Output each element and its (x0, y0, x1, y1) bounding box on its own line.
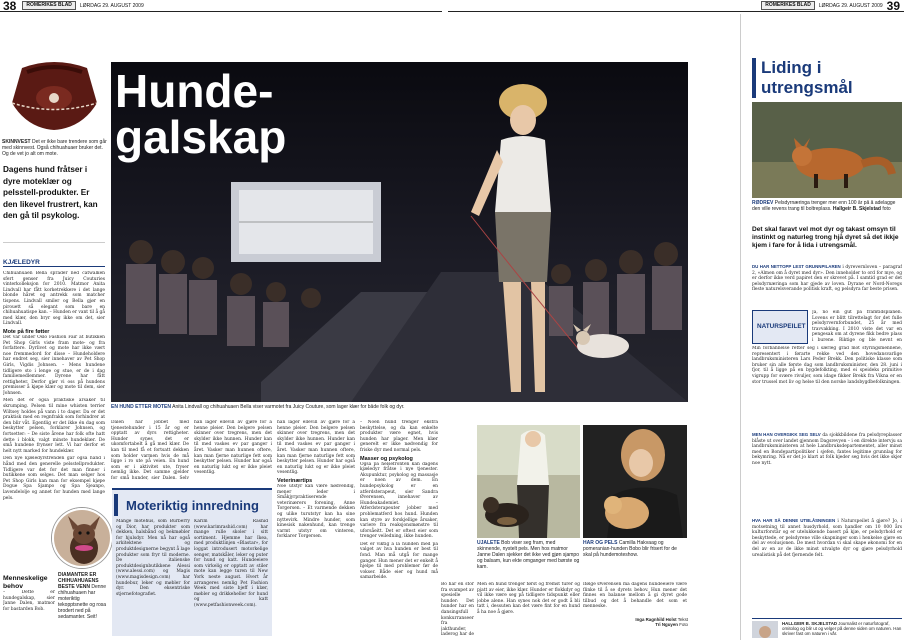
fox-credit: Hallgeir B. Skjelstad (832, 206, 881, 212)
vest-caption-label: SKINNVEST (2, 139, 31, 145)
vest-caption-text: Det er ikke bare trendere som går med skinnvest. Også chihuahuaer bruker det. Og de vet jo alt om mote. (2, 139, 107, 157)
right-page-number: 39 (886, 0, 900, 13)
chihuahua-caption (58, 572, 110, 624)
credit-1-role: Tekst (677, 617, 688, 622)
right-headline: Liding i utrengsmål (752, 58, 902, 98)
headline-line-2: galskap (115, 111, 287, 163)
right-body-1 (752, 264, 902, 308)
runway-caption-label: EN HUND ETTER MOTEN (111, 404, 171, 410)
lede-rule (3, 242, 105, 243)
fox-credit-role: foto (882, 206, 891, 212)
body-paragraph-13: Ifølge Øverensen må dagens hundeeiere være flinke til å se dyrets behov. Hun mener det finnes en balanse mellom å gi dyret gode tilbud og det å behandle det som et menneske. (583, 582, 687, 610)
col-c (277, 420, 355, 636)
left-body-column (3, 271, 105, 521)
subhead-veterinaer: Veterinærtips (277, 477, 313, 484)
right-story (752, 58, 902, 638)
chihuahua-caption-label: DIAMANTER ER CHIHUAHUAENS BESTE VENN (58, 572, 99, 590)
subhead-mote: Mote på fire føtter (3, 328, 50, 335)
page-gutter (740, 14, 741, 640)
naturspeilet-label: NATURSPEILET (757, 323, 806, 330)
author-bio: Journalist er naturfotograf, ornitolog og blir ut og velger på denne siden om naturen. Han skriver fast om naturen i vår. (782, 621, 902, 637)
col-e (477, 582, 580, 636)
ujalete-caption-text: Bob viser seg fram, med skinnende, nystelt pels. Men hos matmor Janne Dalen sjekker det ikke ved gjøn sjampo og balsam, kun ekte omganger med børste og kam. (477, 540, 580, 570)
fox-photo (752, 102, 902, 198)
fox-caption-label: RØDREV (752, 200, 774, 206)
fox-caption-text: Pelsdyrnæringa trenger mer enn 100 år på å adelagge den ville revens trang til boltreplass. (752, 200, 896, 212)
right-date: LØRDAG 29. AUGUST 2009 (818, 2, 883, 9)
ujalete-caption (477, 540, 580, 580)
subhead-massasje: Masser og psykolog (360, 455, 413, 462)
ujalete-photo (477, 425, 580, 538)
col-mid (441, 582, 474, 636)
body-paragraph-3: Men det er også praktiske årsaker til skrumping. Pelsen til mine whisten terrier Wiltsey holdes på vann i to dager. Da er det praktisk med en regnfrakk som forhindrer at den blir våt. Egentlig er det ikke én dag som beskytter pelsen, forklarer Johnsen, og fortsetter: – De siste årene har folk ofte hatt dette i blokk, valgt minste hundeklær. De små hundene frynser lett. Vi har derfor et helt nytt marked for hundeklær. (3, 398, 105, 454)
right-page-header (448, 0, 904, 12)
right-kicker-3: HVA HAR SÅ DENNE UTBLÅSNINGEN (752, 518, 836, 523)
body-paragraph-10: Det er viktig å la hunden med på valget av hva hunden er best til fond. Man må utgå for mange ganger. Hun mener det er enkelt å hjelpe til med problemer før de vokser. Både eier og hund må samarbeide. (360, 541, 438, 581)
menneskelige-behov-body: – Dette er hundegalskap, sier Janne Dalen, matmor for bastarden Bob. (3, 590, 55, 612)
right-body-3: Min forbannelse retter seg i særleg grad mot styringsmennene, representert i førarte rekke ved den hovedansvarlige landbruksministeren Lars Peder Brekk. Den politiske klasse som bruker sin alle første dag som landbruksminister, den 28. juni i fjor, til å ligge på en bygdefolkting, med ei speideks primitive vigrupp for svære rivuljer, som idage fikker Brekk fra Vikna er en stor trussel mot liv og helse til den norske landsbygdbefolkningen. (752, 346, 902, 385)
menneskelige-behov-title: Menneskelige behov (3, 575, 48, 590)
col-d (360, 420, 438, 636)
right-body-4-text: da sjokkbildene fra pelsdyreplasser blåste ut over landet gjennom Dagsrevyen – i en direkte intervju sa landbruksministeren at hele Landbruksdepartementet, aller minst med en Bondepartipolitiker i sjefen, fantes legitime grunnlag for bekymring. Nå er det jo klart at folk kjeder seg hvis det ikke skjer noe nytt. (752, 433, 902, 466)
author-portrait (752, 621, 778, 638)
credit-2-role: Foto (679, 622, 688, 628)
right-lede: Det skal faravt vel mot dyr og takast omsyn til instinkt og naturleg trong hjå dyret så det ikkje kjem i fare for å lida i utrengsmål. (752, 226, 899, 250)
author-bio-block (782, 621, 902, 638)
har-og-pels-caption (583, 540, 687, 580)
author-box (752, 618, 902, 638)
design-sidebar-col-2: Karim Rashid (www.karimrashid.com) har mange rulle skoler i sitt sortiment. Hjemme har Ikea, med produktlinjen «Blastar», for loggat introdusert motorkelige senger, matskåler, leker og puter for hund og katt. Hundeeiere som virkelig er opptatt av stiler mote kan legge turen til New York neste august. Hvert år arrangeres nemlig Pet Fashion Week med siste bjeff i klær, møbler og drikkeheller for hund og katt (www.petfashionweek.com). (194, 519, 268, 608)
chihuahua-caption-text: Denne chihuahuaen har moteriktig tekopptsnette og rosa brodert ned på sedamanter. Seit! (58, 584, 107, 620)
body-paragraph-6-top: han lager ellevill av gjøre for å henne pleier. Den belgere pelsen skinner over tregrens, men det skylder ikke hunnen. Hunder kan til med vaskes ev par ganger i året. Vasker man hunnen oftere, kan man fjerne naturlige fett som beskytter pelsen. Hunder har også en naturlig lukt og er ikke pleiet vesentlig. (194, 420, 272, 476)
right-kicker-2: MEN HAN OVERGIKK SEG SELV (752, 432, 821, 437)
dog-vest-illustration (2, 58, 107, 138)
right-body-4 (752, 432, 902, 516)
main-lede: Dagens hund fråtser i dyre moteklær og pelsstell-produkter. Er den likevel frustrert, kan den gå til psykolog. (3, 165, 98, 221)
body-paragraph-2: Det var under Oslo Fashion Fair at butikken Pet Shop Girls viste fram mote- og fra forfattere. Dyrlivet og mote har ikke vært noe fremmedord for disse – Hundeholdere har endret seg, sier innehaver av Pet Shop Girls, Vigdis Johnsen. – Mens hundene tidligere sto i lenge og stue, er de i dag familiemedlemmer. Dyrene har fått rettigheter. Derfor gjør vi oss på hundens premisser å kjøpe klær og mote til dem, sier Johnsen. (3, 334, 105, 396)
col-f (583, 582, 687, 616)
body-paragraph-8: – Noen hund trenger ekstra beskyttelse, og da kan enkelte produkter være egnet, hvis hunden har plager. Men klær generelt er ikke nødvendig for friske dyr med normal pels. (360, 420, 438, 453)
body-paragraph-11: Bo har en stor fra svampet av spesielle hunder: Det hunder har en dansingsfull konkurranseer fra jakthunder, laderog har de (441, 582, 474, 636)
vest-photo (2, 58, 107, 138)
headline-line-1: Hunde- (115, 65, 274, 117)
ujalete-caption-label: UJÅLETE (477, 540, 500, 546)
right-body-2: Ja, no ein gut på framtidsplanen. Lovens er blitt tilrettelagt for det fulle pelsdyrvernforbundet, 25 år med travvakking. I 2010 viste det var en pengesak om at dyrene fikk bedre plass i burene. Riktige og ble nevnt en (812, 310, 902, 343)
body-paragraph-5: Dalen har jobbet med tjenestehunder i 15 år og er opptatt av dyrs rettigheter. Hunder synes det er ukomfortabelt å gå med klær. De kan til med få et fortsatt dekken som holder varmen hvis de må ligge i ro ute på veien. En hund som er i aktivitet ute, fryser nemlig ikke. Det samme gjelder for små hunder, sier Dalen. Selv (111, 420, 189, 480)
right-paper-name: ROMERIKES BLAD (761, 1, 815, 10)
credit-2-name: Tri Nguyen (655, 622, 678, 628)
runway-caption (111, 404, 688, 412)
red-fox-illustration (752, 102, 902, 198)
right-kicker-1: DU HAR NETTOPP LEST GRUNNPILAREN (752, 264, 841, 269)
author-name: HALLGEIR B. SKJELSTAD (782, 621, 838, 626)
author-photo (752, 621, 778, 638)
body-paragraph-7: Noe utstyr kan være nødvendig, mener leder i Småkjyrpraktiserende veterinærers forening, Anne Torgersen. – Et varmende dekken og ulike turutstyr kan ha sine nyttevirk. Mindre hunder, som kinesisk nakenhund, kan trenge varmt utstyr om vinteren, forklarer Torgersen. (277, 483, 355, 540)
dog-grooming-illustration (583, 425, 687, 538)
chihuahua-illustration (54, 510, 112, 568)
main-byline: KJÆLEDYR (3, 259, 105, 267)
chihuahua-inset-photo (52, 508, 112, 568)
har-og-pels-caption-text: Camilla Hakvaag og pomeranian-hunden Bobo blir frisert for de skal på hundemoteshow. (583, 540, 677, 558)
col-a (111, 420, 189, 480)
credits (620, 617, 688, 627)
right-body-5-text: i Naturspeilet å gjøre? Jo, i motsetning til annet husdyrhold, som handler om 10 000 års kulturforstår og er utelukkende basert på kjæ, er pelsdyrhold er beskyttede, er pelsdyrene ville skapninger som i henkelse gjøre en del av evolusjonen. De mest hvordan vi skal skape økonomi for en del av en av de ikke minst utvalgte dyr og gjøre pelsdyrhold urealistisk på det fjernende felt. (752, 519, 902, 558)
menneskelige-behov-section (3, 575, 55, 637)
design-sidebar-box (112, 488, 272, 636)
har-og-pels-caption-label: HÅR OG PELS (583, 540, 618, 546)
left-page-number: 38 (3, 0, 17, 13)
vest-caption (2, 139, 107, 161)
dog-with-owner-illustration (477, 425, 580, 538)
main-headline (115, 65, 355, 163)
body-paragraph-9: Også på helsefronten kan dagens kjæledyr fråtse i nye tjenester. Akupunktur, psykolog og massasje er noen av dem. En hundepsykolog er en atferdsterapeut, sier Sandra Øverensen, innehaver av Hundeakademiet. – Atferdsterapeuter jobber med problematferd hos hund. Hunden kan styre av forskjellige årsaker, variere fra reaksjonsmønstre til uforsåeitt. Det er oftest eier som trenger veiledning, ikke hunden. (360, 461, 438, 540)
runway-caption-text: Anita Lindvall og chihuahuaen Bella viser varmotet fra Juicy Couture, som lager klær for både folk og dyr. (172, 404, 405, 410)
fox-caption (752, 200, 902, 220)
right-body-1-text: i dyrevernloven – paragraf 2, «Almen om å dyret med dyr». Den inneholder to ord for mye, og er derfor ikke verd papiret den er skrevet på. I samtid grad er det pelsdyrnæringa som har gjede av loven. Dyrane er Nord-Noregs fleste naturelsverande politisk kraft, og pelsdyra far beste prisen. (752, 265, 902, 293)
col-b (194, 420, 272, 480)
right-body-5 (752, 518, 902, 618)
runway-photo (111, 62, 688, 402)
body-paragraph-4: Den nye kjæledyrstrenden går også hånd i hånd med den generelle pelsstellprodukter. Tidligere var det for det man finner i butikkene som selges. Det man selger hos Pet Shop Girls kan man for eksempel kjøpe Dogue Spa Sjampo og Spa Sjeanpo, lavendelolje og annet for hunden med lange pels. (3, 456, 105, 501)
left-page-header (0, 0, 442, 12)
naturspeilet-badge (752, 310, 808, 344)
credit-1-name: Inga Ragnhild Holst (635, 617, 677, 622)
body-paragraph-1: Chihuahuaen Bella sprader ned catwalken sfert genser fra Juicy Couturies vinterkolleksjon for 2010. Matmor Anita Lindvall har fått korketrekkere i det lange blonde håret og antrekk som matcher tispens. Lindvall smiler og Bella gjør en pirouett så elegant som bare en chihuahuatispe kan. – Hunden er vant til å gå med klær, den bryr seg ikke om det, sier Lindvall. (3, 271, 105, 327)
design-sidebar-title: Moteriktig innredning (114, 494, 272, 516)
body-paragraph-6: han lager ellevill av gjøre for å henne pleier. Den belgere pelsen skinner over tregrens, men det skylder ikke hunnen. Hunder kan til med vaskes ev par ganger i året. Vasker man hunnen oftere, kan man fjerne naturlige fett som beskytter pelsen. Hunder har også en naturlig lukt og er ikke pleiet vesentlig. (277, 420, 355, 476)
design-sidebar-col-1: Mange motehus, som Burberry og Dior, har produkter som dekken, halsbånd og bekmøbler for hjulsdyr. Men nå har også arkitektene og produktdesignerne begynt å lage produkter som fryr til moderne. De italienske produktdesignbutikkene Alessi (www.alessi.com) og Magis (www.magisdesign.com) har hundebur, leker og møbler for dyr. Den eksentriske stjernefotografiet. (116, 519, 190, 597)
left-paper-name: ROMERIKES BLAD (22, 1, 76, 10)
har-og-pels-photo (583, 425, 687, 538)
body-paragraph-12: Men en hund trenger først og fremst turer og pjatt av eier, ikke klær. Hunder er flokkdyr og vil ikke være seg på tidligere tidspunkt eller jobbe alene. Han synes nok det er godt å bli tatt i, dessuten kan det være fint for en hund å ha noe å gjøre. (477, 582, 580, 615)
left-date: LØRDAG 29. AUGUST 2009 (79, 2, 144, 9)
